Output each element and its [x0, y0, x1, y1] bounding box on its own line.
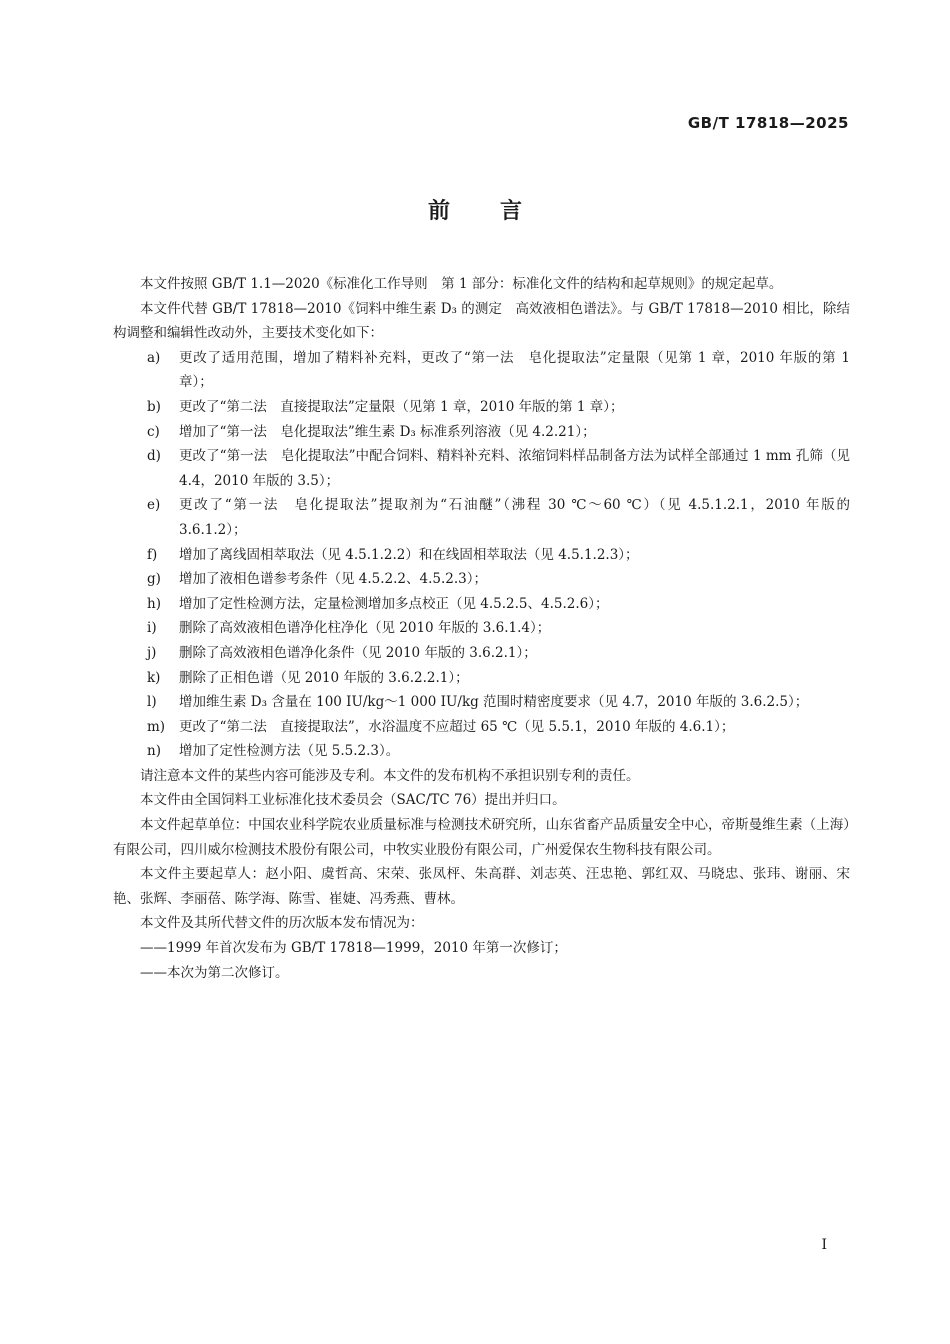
list-item-label: k) — [147, 669, 161, 686]
paragraph-patent-notice: 请注意本文件的某些内容可能涉及专利。本文件的发布机构不承担识别专利的责任。 — [140, 767, 640, 784]
list-item-text: 更改了“第二法 直接提取法”，水浴温度不应超过 65 ℃（见 5.5.1，2010 年版的 4.6.1）； — [179, 718, 735, 735]
list-item-label: n) — [147, 743, 161, 760]
list-item-text: 删除了高效液相色谱净化柱净化（见 2010 年版的 3.6.1.4）； — [179, 620, 551, 637]
list-item-text: 删除了正相色谱（见 2010 年版的 3.6.2.2.1）； — [179, 669, 469, 686]
history-item: ——1999 年首次发布为 GB/T 17818—1999，2010 年第一次修订； — [140, 940, 567, 957]
list-item-text: 更改了“第二法 直接提取法”定量限（见第 1 章，2010 年版的第 1 章）； — [179, 398, 624, 415]
list-item-text: 更改了适用范围，增加了精料补充料，更改了“第一法 皂化提取法”定量限（见第 1 章，2010 年版的第 1 章）； — [179, 349, 850, 391]
standard-code: GB/T 17818—2025 — [687, 114, 849, 132]
foreword-body — [113, 272, 850, 985]
list-item — [113, 666, 850, 691]
list-item — [113, 739, 850, 764]
list-item-label: e) — [147, 497, 161, 514]
list-item — [113, 444, 850, 493]
list-item-text: 删除了高效液相色谱净化条件（见 2010 年版的 3.6.2.1）； — [179, 644, 537, 661]
list-item-label: a) — [147, 349, 161, 366]
changes-list — [113, 346, 850, 764]
list-item — [113, 543, 850, 568]
list-item-label: g) — [147, 571, 161, 588]
page-number: I — [821, 1237, 827, 1253]
paragraph-drafting-rules: 本文件按照 GB/T 1.1—2020《标准化工作导则 第 1 部分：标准化文件的结构和起草规则》的规定起草。 — [140, 276, 783, 292]
list-item-text: 增加了液相色谱参考条件（见 4.5.2.2、4.5.2.3）； — [179, 571, 488, 588]
history-item: ——本次为第二次修订。 — [140, 964, 289, 981]
paragraph-drafting-units: 本文件起草单位：中国农业科学院农业质量标准与检测技术研究所，山东省畜产品质量安全中心，帝斯曼维生素（上海）有限公司，四川威尔检测技术股份有限公司，中牧实业股份有限公司，广州爱保农生物科技有限公司。 — [113, 817, 850, 858]
list-item — [113, 592, 850, 617]
list-item-label: h) — [147, 595, 161, 612]
list-item-label: b) — [147, 398, 161, 415]
list-item — [113, 690, 850, 715]
list-item-text: 增加了定性检测方法，定量检测增加多点校正（见 4.5.2.5、4.5.2.6）； — [179, 595, 609, 612]
list-item-label: j) — [147, 644, 157, 661]
page-title: 前言 — [427, 199, 572, 224]
list-item-label: c) — [147, 423, 160, 440]
list-item-label: m) — [147, 718, 166, 735]
list-item — [113, 567, 850, 592]
list-item-text: 增加维生素 D₃ 含量在 100 IU/kg～1 000 IU/kg 范围时精密度要求（见 4.7，2010 年版的 3.6.2.5）； — [179, 694, 809, 711]
list-item — [113, 395, 850, 420]
list-item — [113, 346, 850, 395]
list-item-text: 增加了定性检测方法（见 5.5.2.3）。 — [179, 743, 400, 760]
list-item — [113, 616, 850, 641]
list-item-label: l) — [147, 694, 157, 711]
paragraph-drafters: 本文件主要起草人：赵小阳、虞哲高、宋荣、张凤枰、朱高群、刘志英、汪忠艳、郭红双、马晓忠、张玮、谢丽、宋艳、张辉、李丽蓓、陈学海、陈雪、崔婕、冯秀燕、曹林。 — [113, 866, 850, 907]
list-item-label: f) — [147, 546, 158, 563]
list-item-text: 更改了“第一法 皂化提取法”提取剂为“石油醚”（沸程 30 ℃～60 ℃）（见 4.5.1.2.1，2010 年版的 3.6.1.2）； — [179, 497, 850, 538]
list-item-text: 增加了“第一法 皂化提取法”维生素 D₃ 标准系列溶液（见 4.2.21）； — [179, 423, 596, 440]
list-item-label: i) — [147, 620, 157, 637]
paragraph-history-intro: 本文件及其所代替文件的历次版本发布情况为： — [140, 915, 424, 932]
paragraph-replaces: 本文件代替 GB/T 17818—2010《饲料中维生素 D₃ 的测定 高效液相色谱法》。与 GB/T 17818—2010 相比，除结构调整和编辑性改动外，主要技术变化如下： — [113, 300, 850, 342]
list-item — [113, 715, 850, 740]
paragraph-proposer: 本文件由全国饲料工业标准化技术委员会（SAC/TC 76）提出并归口。 — [140, 792, 566, 809]
list-item — [113, 641, 850, 666]
list-item — [113, 420, 850, 445]
list-item-label: d) — [147, 448, 161, 465]
list-item-text: 更改了“第一法 皂化提取法”中配合饲料、精料补充料、浓缩饲料样品制备方法为试样全部通过 1 mm 孔筛（见 4.4，2010 年版的 3.5）； — [179, 448, 850, 489]
list-item-text: 增加了离线固相萃取法（见 4.5.1.2.2）和在线固相萃取法（见 4.5.1.2.3）； — [179, 546, 639, 563]
list-item — [113, 493, 850, 542]
